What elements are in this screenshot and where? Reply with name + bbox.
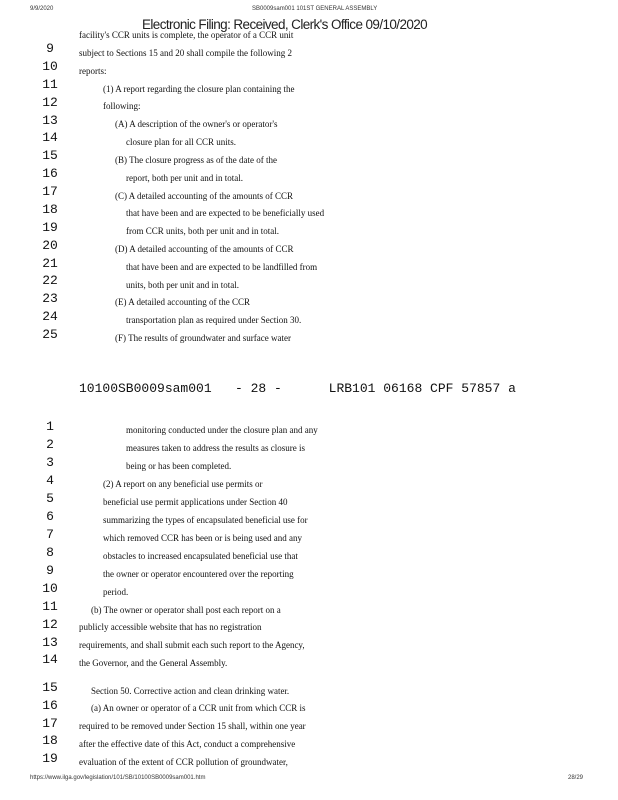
text-line: requirements, and shall submit each such report to the Agency,	[79, 640, 305, 650]
line-number: 16	[42, 698, 58, 713]
text-line: (1) A report regarding the closure plan containing the	[103, 84, 295, 94]
line-number: 11	[42, 599, 58, 614]
text-line: that have been and are expected to be beneficially used	[126, 208, 325, 218]
line-number: 5	[46, 491, 54, 506]
text-line: (2) A report on any beneficial use permits or	[103, 479, 263, 489]
line-number: 8	[46, 545, 54, 560]
text-line: subject to Sections 15 and 20 shall compile the following 2	[79, 48, 292, 58]
text-line: (F) The results of groundwater and surface water	[115, 333, 292, 343]
text-line: monitoring conducted under the closure plan and any	[126, 425, 318, 435]
text-line: obstacles to increased encapsulated beneficial use that	[103, 551, 298, 561]
line-number: 13	[42, 113, 58, 128]
text-line: (E) A detailed accounting of the CCR	[115, 297, 250, 307]
line-number: 19	[42, 751, 58, 766]
line-number: 4	[46, 473, 54, 488]
text-line: (a) An owner or operator of a CCR unit from which CCR is	[91, 703, 306, 713]
line-number: 2	[46, 437, 54, 452]
text-line: required to be removed under Section 15 shall, within one year	[79, 721, 306, 731]
text-line: transportation plan as required under Section 30.	[126, 315, 302, 325]
text-line: publicly accessible website that has no registration	[79, 622, 262, 632]
line-number: 12	[42, 95, 58, 110]
line-number: 21	[42, 256, 58, 271]
text-line: (C) A detailed accounting of the amounts of CCR	[115, 191, 293, 201]
line-number: 15	[42, 680, 58, 695]
line-number: 17	[42, 716, 58, 731]
line-number: 19	[42, 220, 58, 235]
text-line: facility's CCR units is complete, the operator of a CCR unit	[79, 30, 294, 40]
footer-url[interactable]: https://www.ilga.gov/legislation/101/SB/10100SB0009sam001.htm	[30, 775, 206, 781]
text-line: evaluation of the extent of CCR pollution of groundwater,	[79, 757, 288, 767]
text-line: (B) The closure progress as of the date of the	[115, 155, 278, 165]
line-number: 16	[42, 166, 58, 181]
line-number: 17	[42, 184, 58, 199]
line-number: 14	[42, 130, 58, 145]
text-line: (b) The owner or operator shall post each report on a	[91, 605, 281, 615]
text-line: measures taken to address the results as closure is	[126, 443, 305, 453]
line-number: 7	[46, 527, 54, 542]
line-number: 23	[42, 291, 58, 306]
text-line: the Governor, and the General Assembly.	[79, 658, 228, 668]
bill-page-footer: 10100SB0009sam001 - 28 - LRB101 06168 CPF 57857 a	[79, 381, 516, 396]
line-number: 18	[42, 733, 58, 748]
text-line: period.	[103, 587, 129, 597]
line-number: 25	[42, 327, 58, 342]
line-number: 13	[42, 635, 58, 650]
text-line: report, both per unit and in total.	[126, 173, 243, 183]
text-line: the owner or operator encountered over the reporting	[103, 569, 294, 579]
line-number: 10	[42, 59, 58, 74]
line-number: 10	[42, 581, 58, 596]
line-number: 14	[42, 652, 58, 667]
line-number: 9	[46, 563, 54, 578]
footer-page-count: 28/29	[568, 775, 584, 781]
text-line: reports:	[79, 66, 107, 76]
line-number: 15	[42, 148, 58, 163]
text-line: that have been and are expected to be landfilled from	[126, 262, 318, 272]
text-line: units, both per unit and in total.	[126, 280, 239, 290]
line-number: 3	[46, 455, 54, 470]
electronic-filing-stamp: Electronic Filing: Received, Clerk's Office 09/10/2020	[142, 17, 428, 32]
text-line: (D) A detailed accounting of the amounts of CCR	[115, 244, 294, 254]
text-line: closure plan for all CCR units.	[126, 137, 236, 147]
text-line: Section 50. Corrective action and clean drinking water.	[91, 686, 290, 696]
line-number: 18	[42, 202, 58, 217]
line-number: 1	[46, 419, 54, 434]
text-line: (A) A description of the owner's or operator's	[115, 119, 278, 129]
text-line: beneficial use permit applications under Section 40	[103, 497, 288, 507]
line-number: 24	[42, 309, 58, 324]
line-number: 11	[42, 77, 58, 92]
text-line: being or has been completed.	[126, 461, 232, 471]
line-number: 22	[42, 273, 58, 288]
header-date: 9/9/2020	[30, 6, 54, 12]
line-number: 9	[46, 41, 54, 56]
line-number: 12	[42, 617, 58, 632]
line-number: 20	[42, 238, 58, 253]
text-line: which removed CCR has been or is being used and any	[103, 533, 302, 543]
text-line: from CCR units, both per unit and in total.	[126, 226, 279, 236]
text-line: following:	[103, 101, 141, 111]
text-line: after the effective date of this Act, conduct a comprehensive	[79, 739, 296, 749]
line-number: 6	[46, 509, 54, 524]
header-document-id: SB0009sam001 101ST GENERAL ASSEMBLY	[252, 6, 378, 12]
text-line: summarizing the types of encapsulated beneficial use for	[103, 515, 308, 525]
